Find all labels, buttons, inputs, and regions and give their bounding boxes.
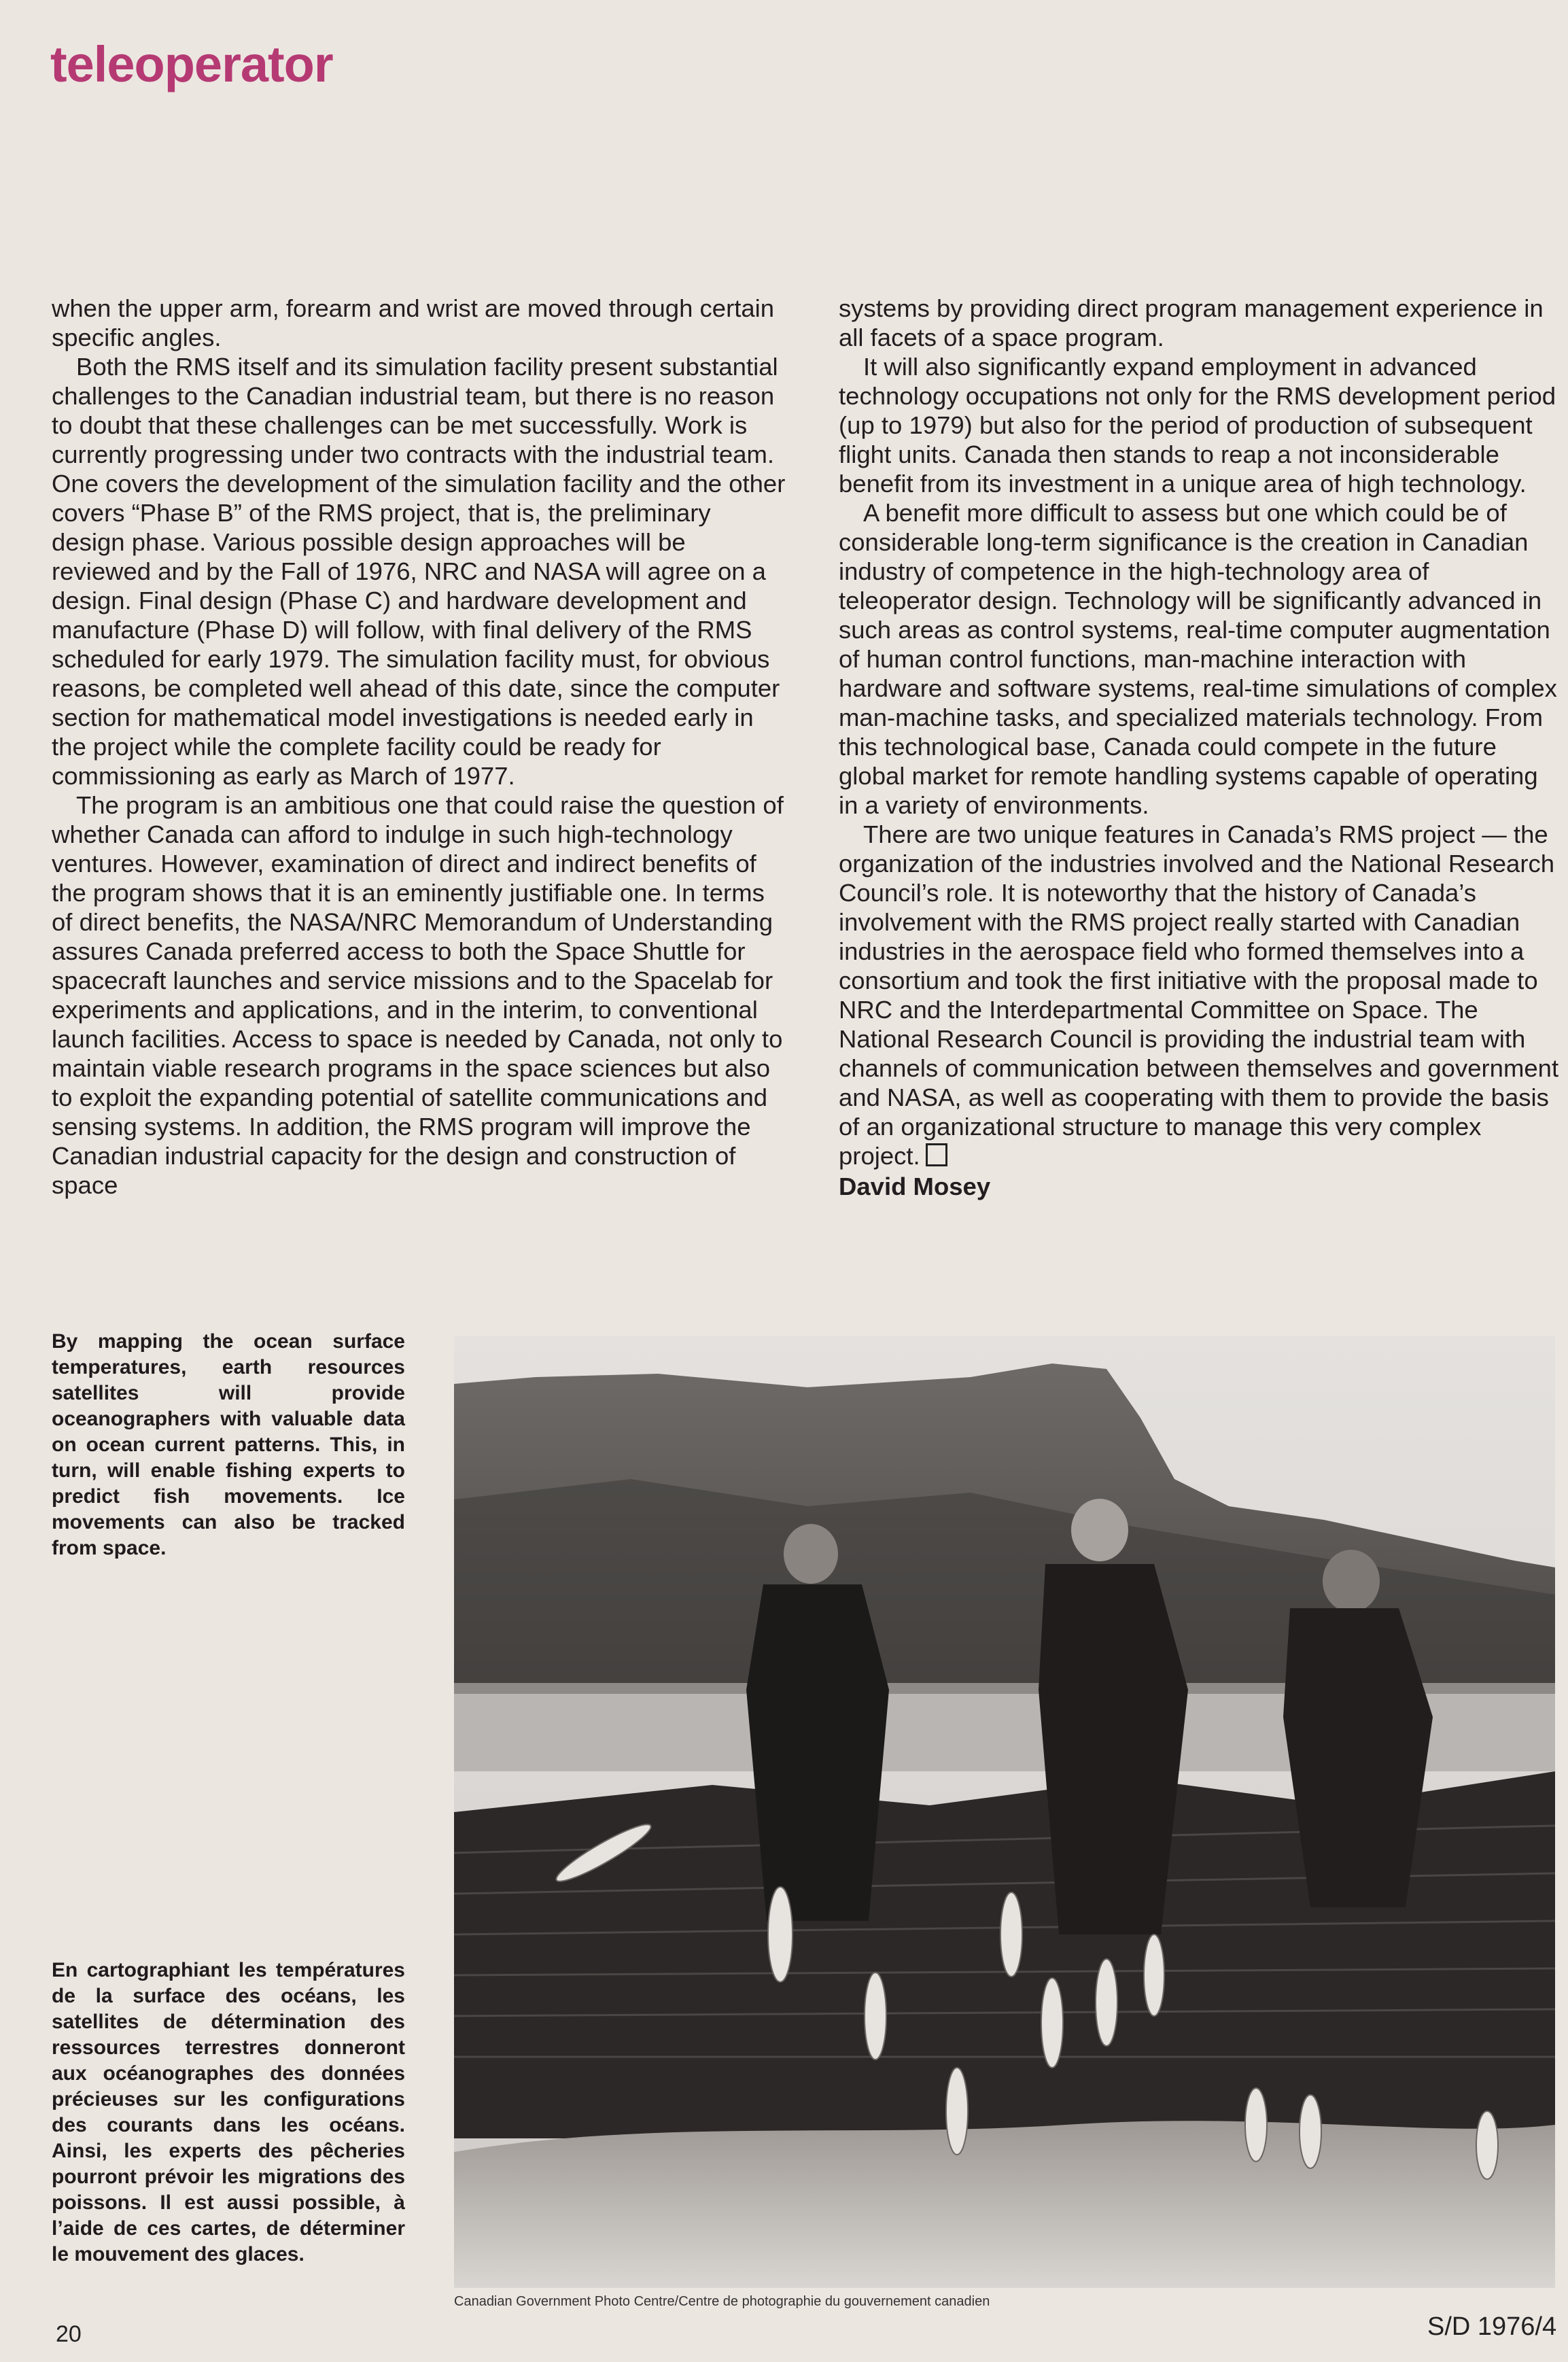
article-column-left bbox=[52, 294, 790, 1200]
photo-fish-catch bbox=[454, 2121, 1555, 2288]
photo-caption-french: En cartographiant les températures de la surface des océans, les satellites de détermination des ressources terrestres donneront aux océanographes des données précieuses sur les configurations des courants dans les océans. Ainsi, les experts des pêcheries pourront prévoir les migrations des poissons. Il est aussi possible, à l’aide de ces cartes, de déterminer le mouvement des glaces. bbox=[52, 1959, 405, 2265]
issue-label: S/D 1976/4 bbox=[1427, 2312, 1557, 2341]
section-title: teleoperator bbox=[50, 36, 333, 92]
photo-credit: Canadian Government Photo Centre/Centre de photographie du gouvernement canadien bbox=[454, 2294, 990, 2309]
photo-caption-english: By mapping the ocean surface temperatures, earth resources satellites will provide oceanographers with valuable data on ocean current patterns. This, in turn, will enable fishing experts to predict fish movements. Ice movements can also be tracked from space. bbox=[52, 1330, 405, 1559]
fishermen-photo bbox=[454, 1336, 1555, 2288]
article-column-right bbox=[839, 294, 1559, 1201]
author-name: David Mosey bbox=[839, 1173, 991, 1200]
article-paragraph: It will also significantly expand employment in advanced technology occupations not only for the RMS development period (up to 1979) but also for the period of production of subsequent flight units. Canada then stands to reap a not inconsiderable benefit from its investment in a unique area of high technology. bbox=[839, 353, 1556, 498]
article-paragraph: when the upper arm, forearm and wrist are moved through certain specific angles. bbox=[52, 294, 775, 351]
article-paragraph: Both the RMS itself and its simulation facility present substantial challenges to the Canadian industrial team, but there is no reason to doubt that these challenges can be met successfully. Work is currently progressing under two contracts with the industrial team. One covers the development of the simulation facility and the other covers “Phase B” of the RMS project, that is, the preliminary design phase. Various possible design approaches will be reviewed and by the Fall of 1976, NRC and NASA will agree on a design. Final design (Phase C) and hardware development and manufacture (Phase D) will follow, with final delivery of the RMS scheduled for early 1979. The simulation facility must, for obvious reasons, be completed well ahead of this date, since the computer section for mathematical model investigations is needed early in the project while the complete facility could be ready for commissioning as early as March of 1977. bbox=[52, 353, 786, 790]
end-of-article-box-icon bbox=[926, 1143, 947, 1166]
article-paragraph-final bbox=[839, 820, 1559, 1170]
article-paragraph: The program is an ambitious one that could raise the question of whether Canada can afford to indulge in such high-technology ventures. However, examination of direct and indirect benefits of the program shows that it is an eminently justifiable one. In terms of direct benefits, the NASA/NRC Memorandum of Understanding assures Canada preferred access to both the Space Shuttle for spacecraft launches and service missions and to the Spacelab for experiments and applications, and in the interim, to conventional launch facilities. Access to space is needed by Canada, not only to maintain viable research programs in the space sciences but also to exploit the expanding potential of satellite communications and sensing systems. In addition, the RMS program will improve the Canadian industrial capacity for the design and construction of space bbox=[52, 791, 784, 1199]
article-paragraph-text: There are two unique features in Canada’s RMS project — the organization of the industries involved and the National Research Council’s role. It is noteworthy that the history of Canada’s involvement with the RMS project really started with Canadian industries in the aerospace field who formed themselves into a consortium and took the first initiative with the proposal made to NRC and the Interdepartmental Committee on Space. The National Research Council is providing the industrial team with channels of communication between themselves and government and NASA, as well as cooperating with them to provide the basis of an organizational structure to manage this very complex project. bbox=[839, 820, 1559, 1170]
article-paragraph: A benefit more difficult to assess but one which could be of considerable long-term significance is the creation in Canadian industry of competence in the high-technology area of teleoperator design. Technology will be significantly advanced in such areas as control systems, real-time computer augmentation of human control functions, man-machine interaction with hardware and software systems, real-time simulations of complex man-machine tasks, and specialized materials technology. From this technological base, Canada could compete in the future global market for remote handling systems capable of operating in a variety of environments. bbox=[839, 499, 1557, 819]
article-paragraph: systems by providing direct program management experience in all facets of a space program. bbox=[839, 294, 1544, 351]
page-number: 20 bbox=[56, 2321, 82, 2347]
